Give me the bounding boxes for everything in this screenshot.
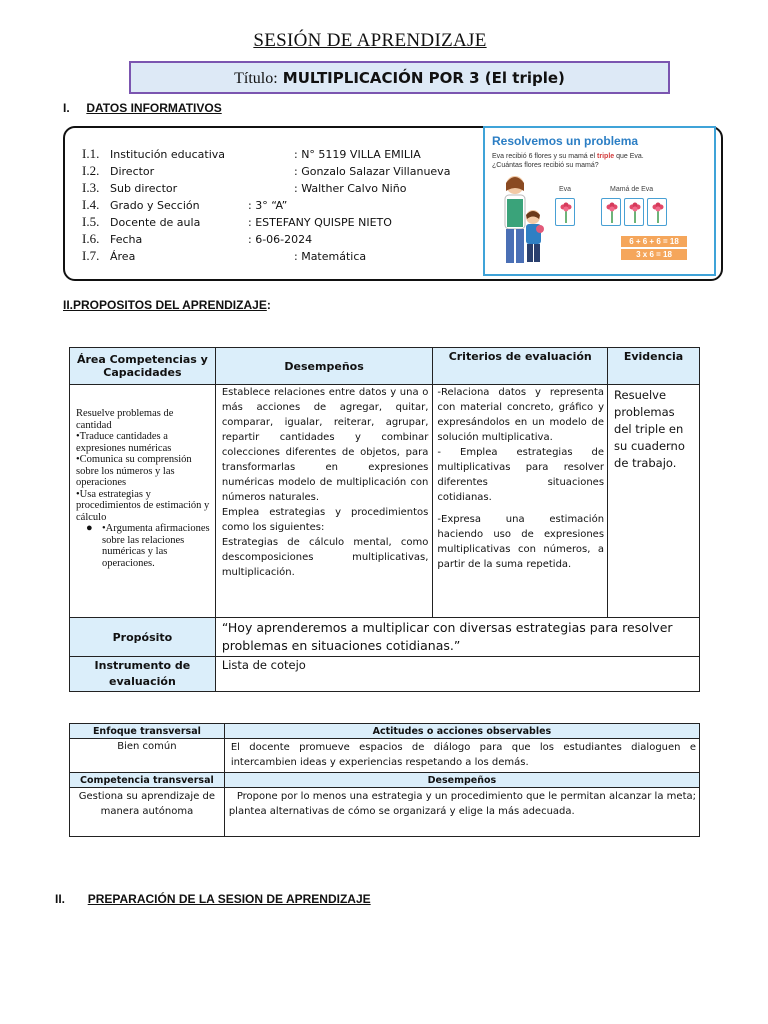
table-header-row xyxy=(70,348,700,385)
desempenos-cell: Establece relaciones entre datos y una o más acciones de agregar, quitar, comparar, igualar, reiterar, agrupar, repartir cantidades y combinar colecciones diferentes de objetos, para transformarlas en expresiones numéricas modelo de multiplicación con números naturales. Emplea estrategias y procedimientos como los siguientes: Estrategias de cálculo mental, como descomposiciones multiplicativas, multiplicación. xyxy=(215,385,433,618)
table-header-row xyxy=(70,724,700,739)
mother-child-illustration xyxy=(493,173,551,269)
capacidad-item: •Usa estrategias y procedimientos de estimación y cálculo xyxy=(76,488,210,523)
info-row-number: I.4. xyxy=(82,197,100,212)
flower-card xyxy=(601,198,621,226)
info-row-number: I.1. xyxy=(82,146,100,161)
table-row xyxy=(70,385,700,618)
criterio-item: - Emplea estrategias de multiplicativas para resolver diferentes situaciones cotidianas. xyxy=(437,447,605,503)
competencia-transversal-cell: Gestiona su aprendizaje de manera autónoma xyxy=(70,788,225,837)
table-header-row xyxy=(70,773,700,788)
problem-text-highlight: triple xyxy=(597,153,615,160)
capacidad-bullet-text: •Argumenta afirmaciones sobre las relaciones numéricas y las operaciones. xyxy=(102,523,210,569)
capacidad-bullet-item xyxy=(76,523,211,569)
table-row xyxy=(70,788,700,837)
section-1-number: I. xyxy=(63,101,70,115)
info-row-number: I.3. xyxy=(82,180,100,195)
info-row-number: I.5. xyxy=(82,214,100,229)
flower-icon xyxy=(629,202,641,224)
table-row xyxy=(70,739,700,773)
info-row-label: Grado y Sección xyxy=(110,199,200,212)
info-row-value: : Matemática xyxy=(294,250,367,263)
info-row-label: Sub director xyxy=(110,182,178,195)
section-1-heading xyxy=(63,101,222,115)
evidencia-cell: Resuelve problemas del triple en su cuaderno de trabajo. xyxy=(608,385,700,618)
problem-question: ¿Cuántas flores recibió su mamá? xyxy=(492,162,599,169)
flower-card xyxy=(647,198,667,226)
info-row-label: Docente de aula xyxy=(110,216,201,229)
info-row-value: : ESTEFANY QUISPE NIETO xyxy=(248,216,392,229)
criterio-item: -Relaciona datos y representa con material concreto, gráfico y expresándolos en un modelo de solución multiplicativa. xyxy=(437,387,605,443)
section-3-number: II. xyxy=(55,892,66,906)
section-1-title: DATOS INFORMATIVOS xyxy=(86,101,222,115)
capacidad-item: •Traduce cantidades a expresiones numéricas xyxy=(76,431,172,454)
eva-label: Eva xyxy=(559,186,572,193)
header-evidencia: Evidencia xyxy=(608,348,700,385)
proposito-text: “Hoy aprenderemos a multiplicar con diversas estrategias para resolver problemas en situaciones cotidianas.” xyxy=(215,618,699,657)
capacidad-item: •Comunica su comprensión sobre los números y las operaciones xyxy=(76,454,192,488)
transversal-table xyxy=(69,723,700,837)
header-competencia-transversal: Competencia transversal xyxy=(70,773,225,788)
criterios-cell xyxy=(433,385,608,618)
title-label: Título: xyxy=(234,70,278,87)
competencias-cell xyxy=(70,385,216,618)
header-actitudes: Actitudes o acciones observables xyxy=(224,724,699,739)
flower-icon xyxy=(560,202,572,224)
bullet-dot-icon: ● xyxy=(86,522,93,534)
flower-icon xyxy=(652,202,664,224)
section-3-title: PREPARACIÓN DE LA SESION DE APRENDIZAJE xyxy=(87,892,371,906)
flower-card xyxy=(624,198,644,226)
actitud-cell: El docente promueve espacios de diálogo para que los estudiantes dialoguen e intercambien ideas y experiencias respetando a los demás. xyxy=(224,739,699,773)
info-row-label: Área xyxy=(110,250,136,263)
proposito-label: Propósito xyxy=(70,618,216,657)
header-competencias: Área Competencias y Capacidades xyxy=(70,348,216,385)
info-row-value: : 3° “A” xyxy=(248,199,288,212)
mom-label: Mamá de Eva xyxy=(610,186,654,193)
info-row-number: I.6. xyxy=(82,231,100,246)
desempeno-transversal-cell: Propone por lo menos una estrategia y un procedimiento que le permitan alcanzar la meta; plantea alternativas de cómo se organizará y elige la más adecuada. xyxy=(224,788,699,837)
instrumento-text: Lista de cotejo xyxy=(215,657,699,692)
info-row-label: Institución educativa xyxy=(110,148,226,161)
instrumento-label: Instrumento de evaluación xyxy=(70,657,216,692)
flower-icon xyxy=(606,202,618,224)
purposes-table xyxy=(69,347,700,692)
info-row-label: Director xyxy=(110,165,155,178)
title-value: MULTIPLICACIÓN POR 3 (El triple) xyxy=(282,69,565,87)
enfoque-cell: Bien común xyxy=(70,739,225,773)
header-enfoque: Enfoque transversal xyxy=(70,724,225,739)
competencia-title: Resuelve problemas de cantidad xyxy=(76,408,174,431)
table-row xyxy=(70,618,700,657)
info-row-number: I.2. xyxy=(82,163,100,178)
problem-text-part: Eva recibió 6 flores y su mamá el xyxy=(492,153,598,160)
session-title-box xyxy=(129,61,670,94)
header-desempenos-transversal: Desempeños xyxy=(224,773,699,788)
problem-card xyxy=(483,126,716,276)
info-row-number: I.7. xyxy=(82,248,100,263)
section-3-heading xyxy=(55,892,371,906)
section-2-colon: : xyxy=(266,298,271,312)
flower-card xyxy=(555,198,575,226)
section-2-heading xyxy=(63,298,271,312)
document-title: SESIÓN DE APRENDIZAJE xyxy=(253,30,487,51)
criterio-item: -Expresa una estimación haciendo uso de expresiones multiplicativas con números, a partir de la suma repetida. xyxy=(437,514,605,570)
info-row-label: Fecha xyxy=(110,233,143,246)
header-desempenos: Desempeños xyxy=(215,348,433,385)
header-criterios: Criterios de evaluación xyxy=(433,348,608,385)
equation-sum: 6 + 6 + 6 = 18 xyxy=(621,236,687,247)
info-row-value: : Gonzalo Salazar Villanueva xyxy=(294,165,451,178)
info-row-value: : N° 5119 VILLA EMILIA xyxy=(294,148,421,161)
problem-text-part: que Eva. xyxy=(614,153,644,160)
info-row-value: : 6-06-2024 xyxy=(248,233,313,246)
table-row xyxy=(70,657,700,692)
equation-product: 3 x 6 = 18 xyxy=(621,249,687,260)
problem-card-title: Resolvemos un problema xyxy=(492,134,639,148)
info-row-value: : Walther Calvo Niño xyxy=(294,182,407,195)
section-2-title: II.PROPOSITOS DEL APRENDIZAJE xyxy=(63,298,267,312)
problem-card-text xyxy=(492,152,644,170)
